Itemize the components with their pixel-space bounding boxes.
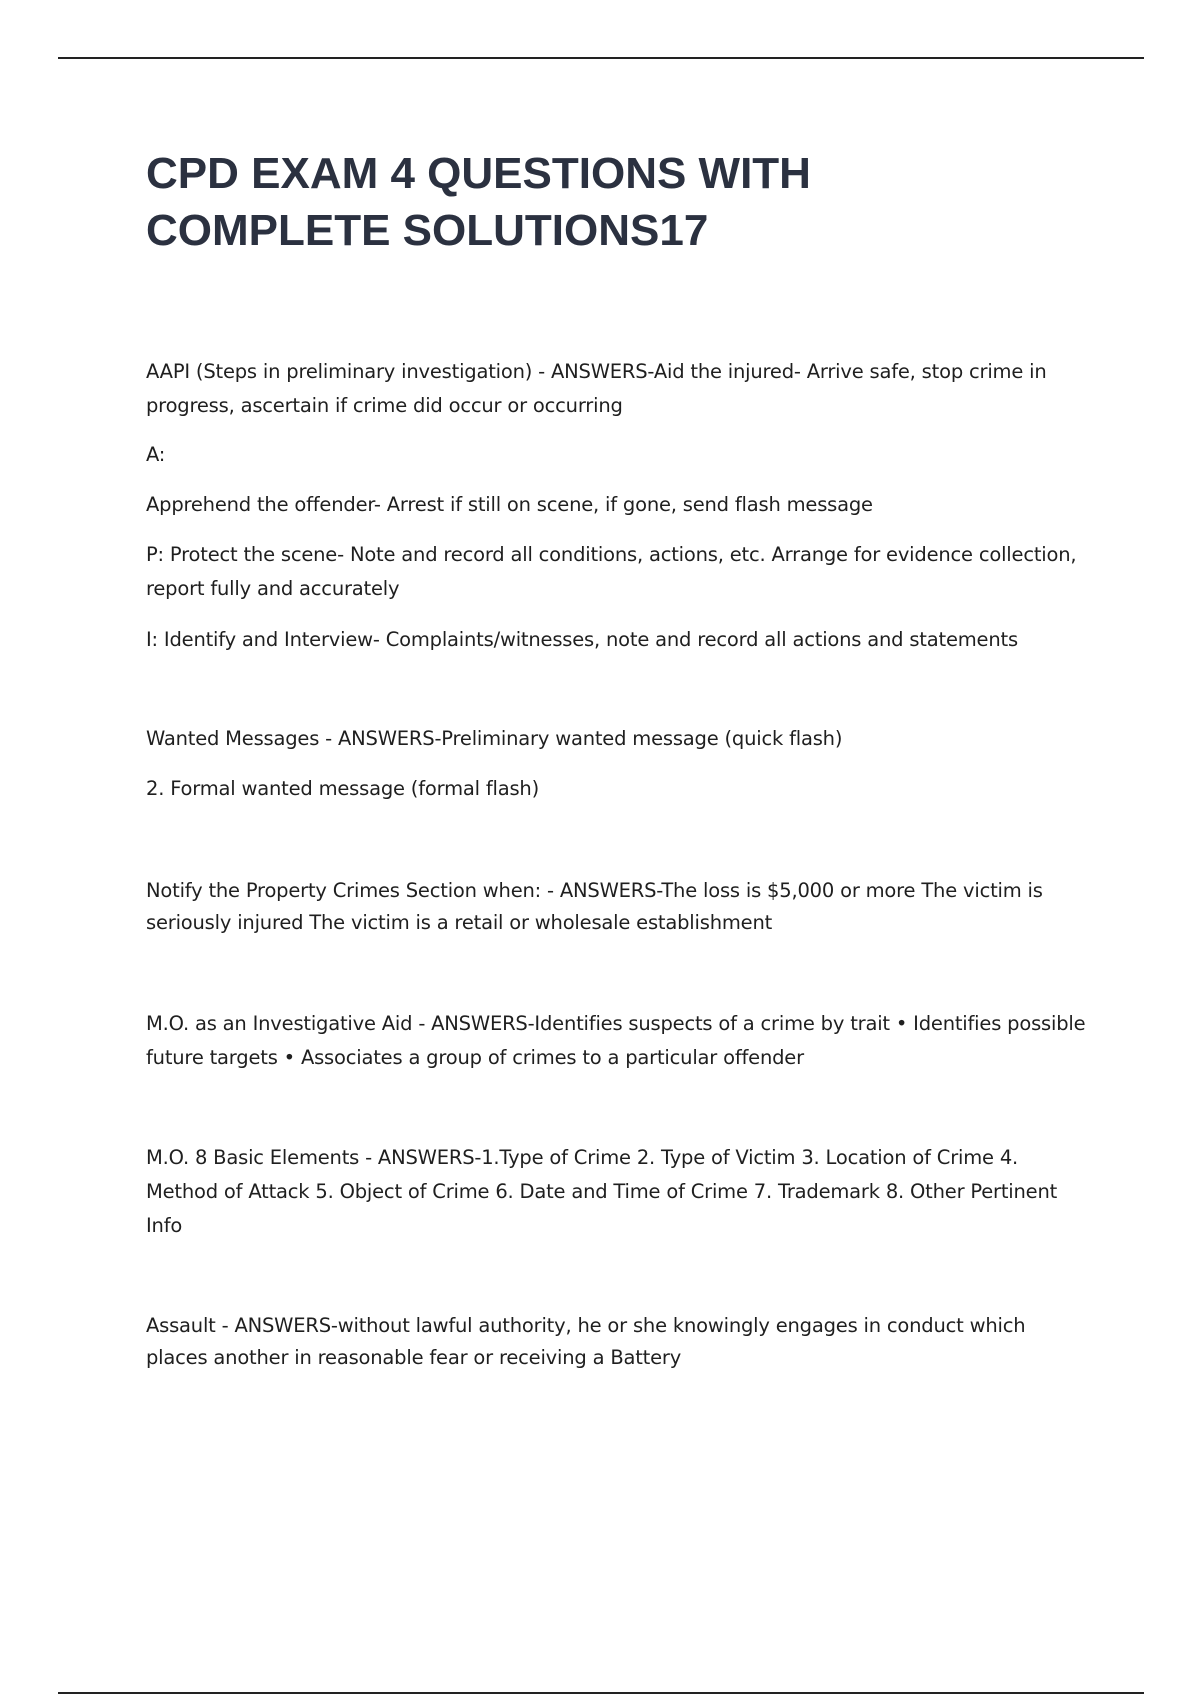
paragraph-wanted-messages: Wanted Messages - ANSWERS-Preliminary wanted message (quick flash) [146, 727, 843, 750]
paragraph-identify: I: Identify and Interview- Complaints/witnesses, note and record all actions and statements [146, 628, 1018, 651]
paragraph-mo-elements: M.O. 8 Basic Elements - ANSWERS-1.Type of Crime 2. Type of Victim 3. Location of Crime 4. Method of Attack 5. Object of Crime 6. Date and Time of Crime 7. Trademark 8. Other Pertinent Info [146, 1146, 1058, 1237]
paragraph-protect: P: Protect the scene- Note and record all conditions, actions, etc. Arrange for evidence collection, report fully and accurately [146, 543, 1077, 600]
paragraph-formal-wanted: 2. Formal wanted message (formal flash) [146, 777, 539, 800]
paragraph-apprehend: Apprehend the offender- Arrest if still on scene, if gone, send flash message [146, 493, 873, 516]
paragraph-property-crimes: Notify the Property Crimes Section when: - ANSWERS-The loss is $5,000 or more The victim is seriously injured The victim is a retail or wholesale establishment [146, 879, 1043, 934]
paragraph-assault: Assault - ANSWERS-without lawful authority, he or she knowingly engages in conduct which places another in reasonable fear or receiving a Battery [146, 1314, 1026, 1369]
bottom-rule [58, 1692, 1144, 1694]
paragraph-a: A: [146, 443, 166, 466]
paragraph-aapi: AAPI (Steps in preliminary investigation) - ANSWERS-Aid the injured- Arrive safe, stop crime in progress, ascertain if crime did occur or occurring [146, 360, 1047, 417]
paragraph-mo-aid: M.O. as an Investigative Aid - ANSWERS-Identifies suspects of a crime by trait • Identifies possible future targets • Associates a group of crimes to a particular offender [146, 1012, 1086, 1069]
title-line-1: CPD EXAM 4 QUESTIONS WITH [146, 149, 811, 198]
page-title [146, 145, 1066, 259]
title-line-2: COMPLETE SOLUTIONS17 [146, 206, 709, 255]
top-rule [58, 57, 1144, 59]
